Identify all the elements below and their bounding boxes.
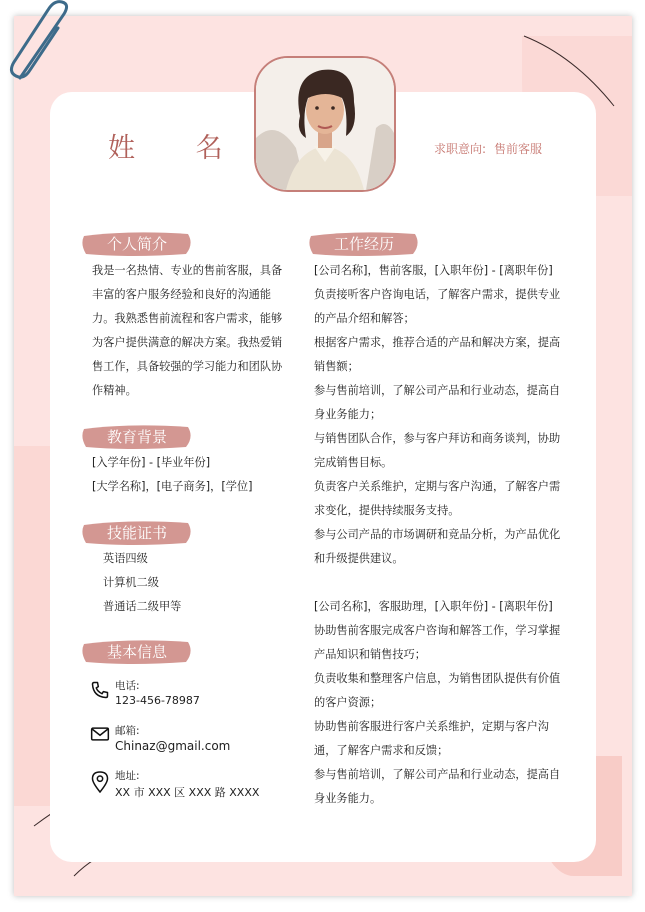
text-line: 参与公司产品的市场调研和竞品分析，为产品优化	[314, 528, 561, 541]
text-line: 根据客户需求，推荐合适的产品和解决方案，提高	[314, 336, 561, 349]
text-line: 产品知识和销售技巧；	[314, 648, 426, 661]
email-value: Chinaz@gmail.com	[115, 739, 231, 753]
section-label: 教育背景	[106, 428, 167, 446]
address-label: 地址:	[115, 770, 140, 782]
text-line: 负责客户关系维护，定期与客户沟通，了解客户需	[314, 480, 561, 493]
text-line: [入学年份] - [毕业年份]	[92, 456, 211, 469]
skill-item: 英语四级	[103, 552, 148, 565]
text-line: 参与售前培训，了解公司产品和行业动态，提高自	[314, 384, 561, 397]
text-line: 完成销售目标。	[314, 456, 393, 469]
address-value: XX 市 XXX 区 XXX 路 XXXX	[115, 786, 260, 799]
text-line: 与销售团队合作，参与客户拜访和商务谈判，协助	[314, 432, 561, 445]
text-line: 销售额；	[314, 360, 359, 373]
phone-label: 电话:	[115, 680, 140, 692]
text-line: 力。我熟悉售前流程和客户需求，能够	[92, 312, 283, 325]
text-line: 的客户资源；	[314, 696, 382, 709]
text-line: 作精神。	[92, 384, 137, 397]
skill-item: 普通话二级甲等	[103, 600, 182, 613]
phone-value: 123-456-78987	[115, 694, 200, 707]
text-line: [大学名称]，[电子商务]，[学位]	[92, 480, 253, 493]
text-line: 协助售前客服进行客户关系维护，定期与客户沟	[314, 720, 549, 733]
profile-photo	[254, 56, 396, 192]
email-label: 邮箱:	[115, 725, 140, 737]
location-pin-icon	[90, 770, 110, 794]
paperclip-icon	[6, 0, 76, 90]
text-line: 的产品介绍和解答；	[314, 312, 415, 325]
text-line: [公司名称]，售前客服，[入职年份] - [离职年份]	[314, 264, 553, 277]
text-line: 丰富的客户服务经验和良好的沟通能	[92, 288, 272, 301]
mail-icon	[90, 725, 110, 743]
text-line: 求变化，提供持续服务支持。	[314, 504, 460, 517]
text-line: 身业务能力。	[314, 792, 382, 805]
job-intention-label: 求职意向:	[434, 142, 487, 156]
phone-icon	[90, 680, 110, 700]
candidate-name: 姓 名	[108, 133, 249, 164]
education-text	[92, 451, 252, 499]
text-line: 参与售前培训，了解公司产品和行业动态，提高自	[314, 768, 561, 781]
text-line: 我是一名热情、专业的售前客服，具备	[92, 264, 283, 277]
text-line: 负责接听客户咨询电话，了解客户需求，提供专业	[314, 288, 561, 301]
section-label: 基本信息	[106, 643, 167, 661]
job-intention	[434, 140, 542, 157]
section-label: 个人简介	[106, 235, 167, 253]
work-job-2	[314, 595, 560, 811]
text-line: 售工作，具备较强的学习能力和团队协	[92, 360, 283, 373]
profile-text	[92, 259, 282, 403]
text-line: 协助售前客服完成客户咨询和解答工作，学习掌握	[314, 624, 561, 637]
text-line: 和升级提供建议。	[314, 552, 404, 565]
text-line: 为客户提供满意的解决方案。我热爱销	[92, 336, 283, 349]
job-intention-value: 售前客服	[494, 142, 543, 156]
text-line: 身业务能力；	[314, 408, 382, 421]
skills-list	[103, 547, 181, 619]
skill-item: 计算机二级	[103, 576, 159, 589]
section-label: 技能证书	[106, 524, 167, 542]
text-line: 负责收集和整理客户信息，为销售团队提供有价值	[314, 672, 561, 685]
section-label: 工作经历	[333, 235, 394, 253]
work-job-1	[314, 259, 560, 571]
text-line: 通，了解客户需求和反馈；	[314, 744, 449, 757]
text-line: [公司名称]，客服助理，[入职年份] - [离职年份]	[314, 600, 553, 613]
